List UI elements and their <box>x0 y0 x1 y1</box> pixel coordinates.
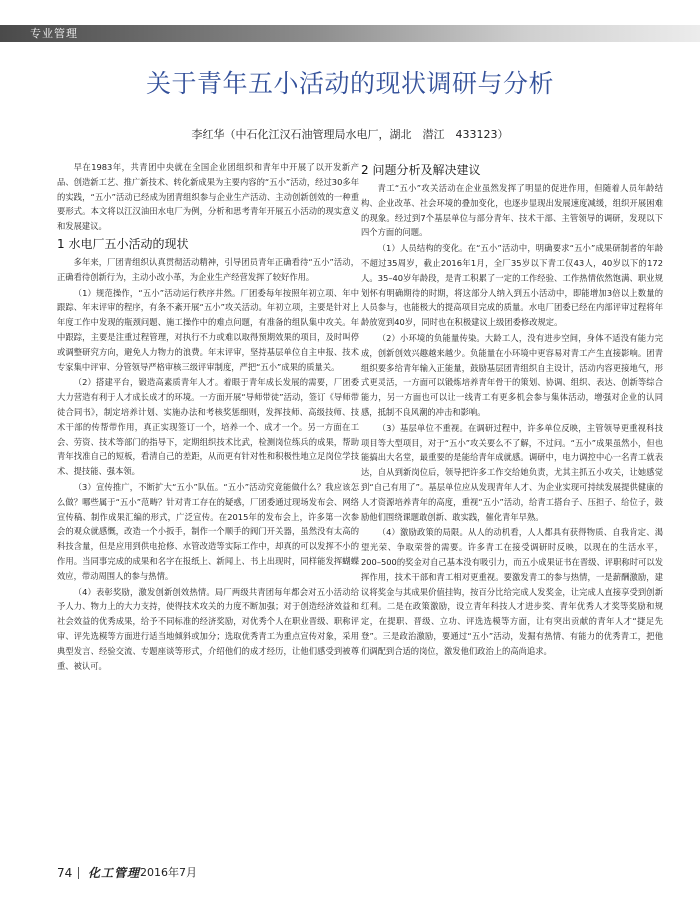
intro-paragraph: 早在1983年，共青团中央就在全国企业团组织和青年中开展了以开发新产品、创造新工艺、推广新技术、转化新成果为主要内容的“五小”活动，经过30多年的实践，“五小”活动已经成为团青组织参与企业生产活动、主动创新创效的一种重要形式。本文将以江汉油田水电厂为例，分析和思考青年开展五小活动的现实意义和发展建议。 <box>57 162 359 232</box>
page-footer <box>0 862 700 884</box>
body-paragraph: （3）宣传推广，不断扩大“五小”队伍。“五小”活动究竟能做什么？我应该怎么做？哪些属于“五小”范畴？针对青工存在的疑惑，厂团委通过现场发布会、网络宣传稿、制作成果汇编的形式，广泛宣传。在2015年的发布会上，许多第一次参会的观众就感慨，改造一个小扳手，制作一个顺手的阀门开关器，虽然没有太高的科技含量，但是应用到供电抢修、水管改造等实际工作中，却真的可以发挥不小的作用。当同事完成的成果和名字在报纸上、新闻上、书上出现时，同样能发挥蝴蝶效应，带动周围人的参与热情。 <box>57 481 359 581</box>
issue-date: 2016年7月 <box>140 866 197 879</box>
body-paragraph: （2）小环境的负能量传染。大龄工人，没有进步空间，身体不适没有能力完成，创新创效兴趣越来越少。负能量在小环境中更容易对青工产生直接影响。团青组织要多给青年输入正能量，鼓励基层团青组织自主设计，活动内容更接地气，形式更灵活，一方面可以锻炼培养青年骨干的策划、协调、组织、表达、创新等综合能力，另一方面也可以让一线青工有更多机会参与集体活动，增强对企业的认同感，抵制不良风潮的冲击和影响。 <box>361 332 663 417</box>
body-paragraph: 青工“五小”攻关活动在企业虽然发挥了明显的促进作用，但随着人员年龄结构、企业改革、社会环境的叠加变化，也逐步显现出发展速度减缓，组织开展困难的现象。经过到7个基层单位与部分青年、技术干部、主管领导的调研，发现以下四个方面的问题。 <box>361 183 663 238</box>
right-column <box>361 160 663 855</box>
body-paragraph: （2）搭建平台，锻造高素质青年人才。着眼于青年成长发展的需要，厂团委大力营造有利于人才成长成才的环境。一方面开展“导师带徒”活动，签订《导师带徒合同书》，制定培养计划、实施办法和考核奖惩细则，发挥技师、高级技师、技术干部的传帮带作用，真正实现签订一个，培养一个、成才一个。另一方面在工会、劳资、技术等部门的指导下，定期组织技术比武，检测岗位练兵的成果，帮助青年找准自己的短板，看清自己的差距，从而更有针对性和积极性地立足岗位学技术、提技能、强本领。 <box>57 377 359 477</box>
body-paragraph: 多年来，厂团青组织认真贯彻活动精神，引导团员青年正确看待“五小”活动，正确看待创新行为，主动小改小革，为企业生产经营发挥了较好作用。 <box>57 256 359 282</box>
body-paragraph: （4）激励政策的局限。从人的动机看，人人都具有获得物质、自我肯定、渴望光荣、争取荣誉的需要。许多青工在接受调研时反映，以现在的生活水平，200–500的奖金对自己基本没有吸引力，而五小成果证书在晋级、评职称时可以发挥作用，技术干部和青工相对更重视。要激发青工的参与热情，一是薪酬激励，建议将奖金与其成果价值挂钩，按百分比给完成人发奖金，让完成人直接享受到创新红利。二是在政策激励，设立青年科技人才进步奖、青年优秀人才奖等奖励和规定，在提职、晋级、立功、评选选模等方面，让有突出贡献的青年人才“捷足先登”。三是政治激励，要通过“五小”活动，发掘有热情、有能力的优秀青工，把他们调配到合适的岗位，激发他们政治上的高尚追求。 <box>361 527 663 656</box>
section-header-band <box>0 25 700 42</box>
body-paragraph: （1）规范操作，“五小”活动运行秩序井然。厂团委每年按照年初立项、年中跟踪、年末评审的程序，有条不紊开展“五小”攻关活动。年初立项，主要是针对上年度工作中发现的瓶颈问题、施工操作中的难点问题，有准备的组队集中攻关。年中跟踪，主要是注重过程管理，对执行不力或难以取得预期效果的项目，及时叫停或调整研究方向，避免人力物力的浪费。年末评审，坚持基层单位自主申报、技术专家集中评审、分管领导严格审核三级评审制度，严把“五小”成果的质量关。 <box>57 287 359 372</box>
body-paragraph: （4）表彰奖励，激发创新创效热情。局厂两级共青团每年都会对五小活动给予人力、物力上的大力支持，使得技术攻关的力度不断加强；对于创造经济效益和社会效益的优秀成果，给予不同标准的经济奖励，对优秀个人在职业晋级、职称评审、评先选模等方面进行适当地倾斜或加分；选取优秀青工为重点宣传对象，采用典型发言、经验交流、专题座谈等形式，介绍他们的成才经历，让他们感受到被尊重、被认可。 <box>57 586 359 671</box>
author-affiliation: （中石化江汉石油管理局水电厂，湖北 潜江 433123） <box>224 128 509 141</box>
article-title: 关于青年五小活动的现状调研与分析 <box>145 69 554 98</box>
byline <box>0 126 700 142</box>
body-paragraph: （1）人员结构的变化。在“五小”活动中，明确要求“五小”成果研制者的年龄不超过35周岁，截止2016年1月，全厂35岁以下青工仅43人，40岁以下的172人。35–40岁年龄段，是青工积累了一定的工作经验、工作热情依然饱满、职业规划怀有明确期待的时期，将这部分人纳入到五小活动中，即能增加3倍以上数量的人员参与，也能极大的提高项目完成的质量。水电厂团委已经在内部评审过程将年龄放宽到40岁，同时也在积极建议上级团委修改规定。 <box>361 243 663 328</box>
page-number: 74 <box>57 866 73 880</box>
left-column <box>57 160 359 855</box>
section-heading-1: 1 水电厂五小活动的现状 <box>57 236 189 251</box>
section-label: 专业管理 <box>30 27 78 40</box>
section-heading-2: 2 问题分析及解决建议 <box>361 163 481 177</box>
author-name: 李红华 <box>191 128 225 141</box>
journal-name: 化工管理 <box>88 866 141 880</box>
footer-divider <box>78 867 79 879</box>
body-paragraph: （3）基层单位不重视。在调研过程中，许多单位反映，主管领导更重视科技项目等大型项目，对于“五小”攻关要么不了解，不过问。“五小”成果虽然小，但也能搞出大名堂，最重要的是能给青年成就感。调研中，电力调控中心一名青工就表达，自从到新岗位后，领导把许多工作交给她负责，尤其主抓五小攻关，让她感觉到“自己有用了”。基层单位应从发现青年人才、为企业实现可持续发展提供健康的人才资源培养青年的高度，重视“五小”活动，给青工搭台子、压担子、给位子，鼓励他们围绕课题敢创新、敢实践，催化青年早熟。 <box>361 422 663 522</box>
